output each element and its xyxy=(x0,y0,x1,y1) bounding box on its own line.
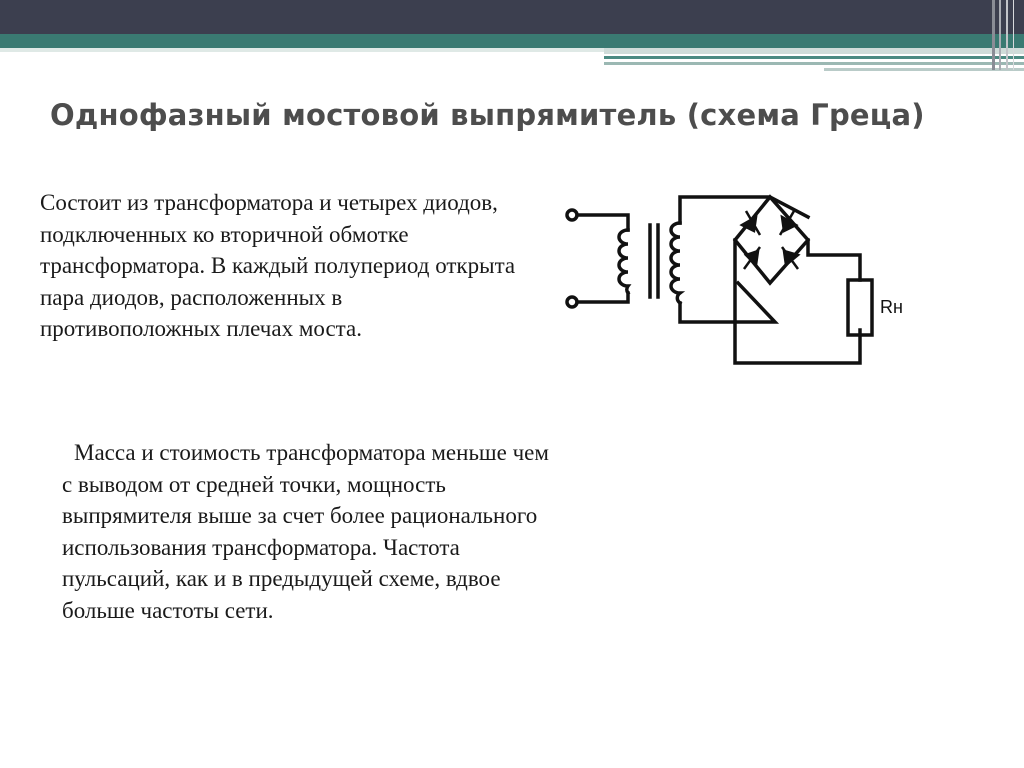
header-decoration xyxy=(604,0,1024,75)
primary-winding xyxy=(619,230,628,293)
secondary-winding xyxy=(671,223,680,303)
header-accent-stripe xyxy=(0,48,606,52)
load-label: Rн xyxy=(880,297,903,317)
bridge-rectifier-diagram xyxy=(560,185,930,385)
description-paragraph: Состоит из трансформатора и четырех диодов, подключенных ко вторичной обмотке трансформатора. В каждый полупериод открыта пара диодов, расположенных в противоположных плечах моста. xyxy=(40,190,516,341)
load-resistor xyxy=(848,280,872,335)
diode-upper-right xyxy=(780,211,796,235)
advantages-paragraph: Масса и стоимость трансформатора меньше чем с выводом от средней точки, мощность выпрямителя выше за счет более рационального использования трансформатора. Частота пульсаций, как и в предыдущей схеме, вдвое больше частоты сети. xyxy=(62,440,549,623)
slide-title: Однофазный мостовой выпрямитель (схема Греца) xyxy=(50,98,925,132)
